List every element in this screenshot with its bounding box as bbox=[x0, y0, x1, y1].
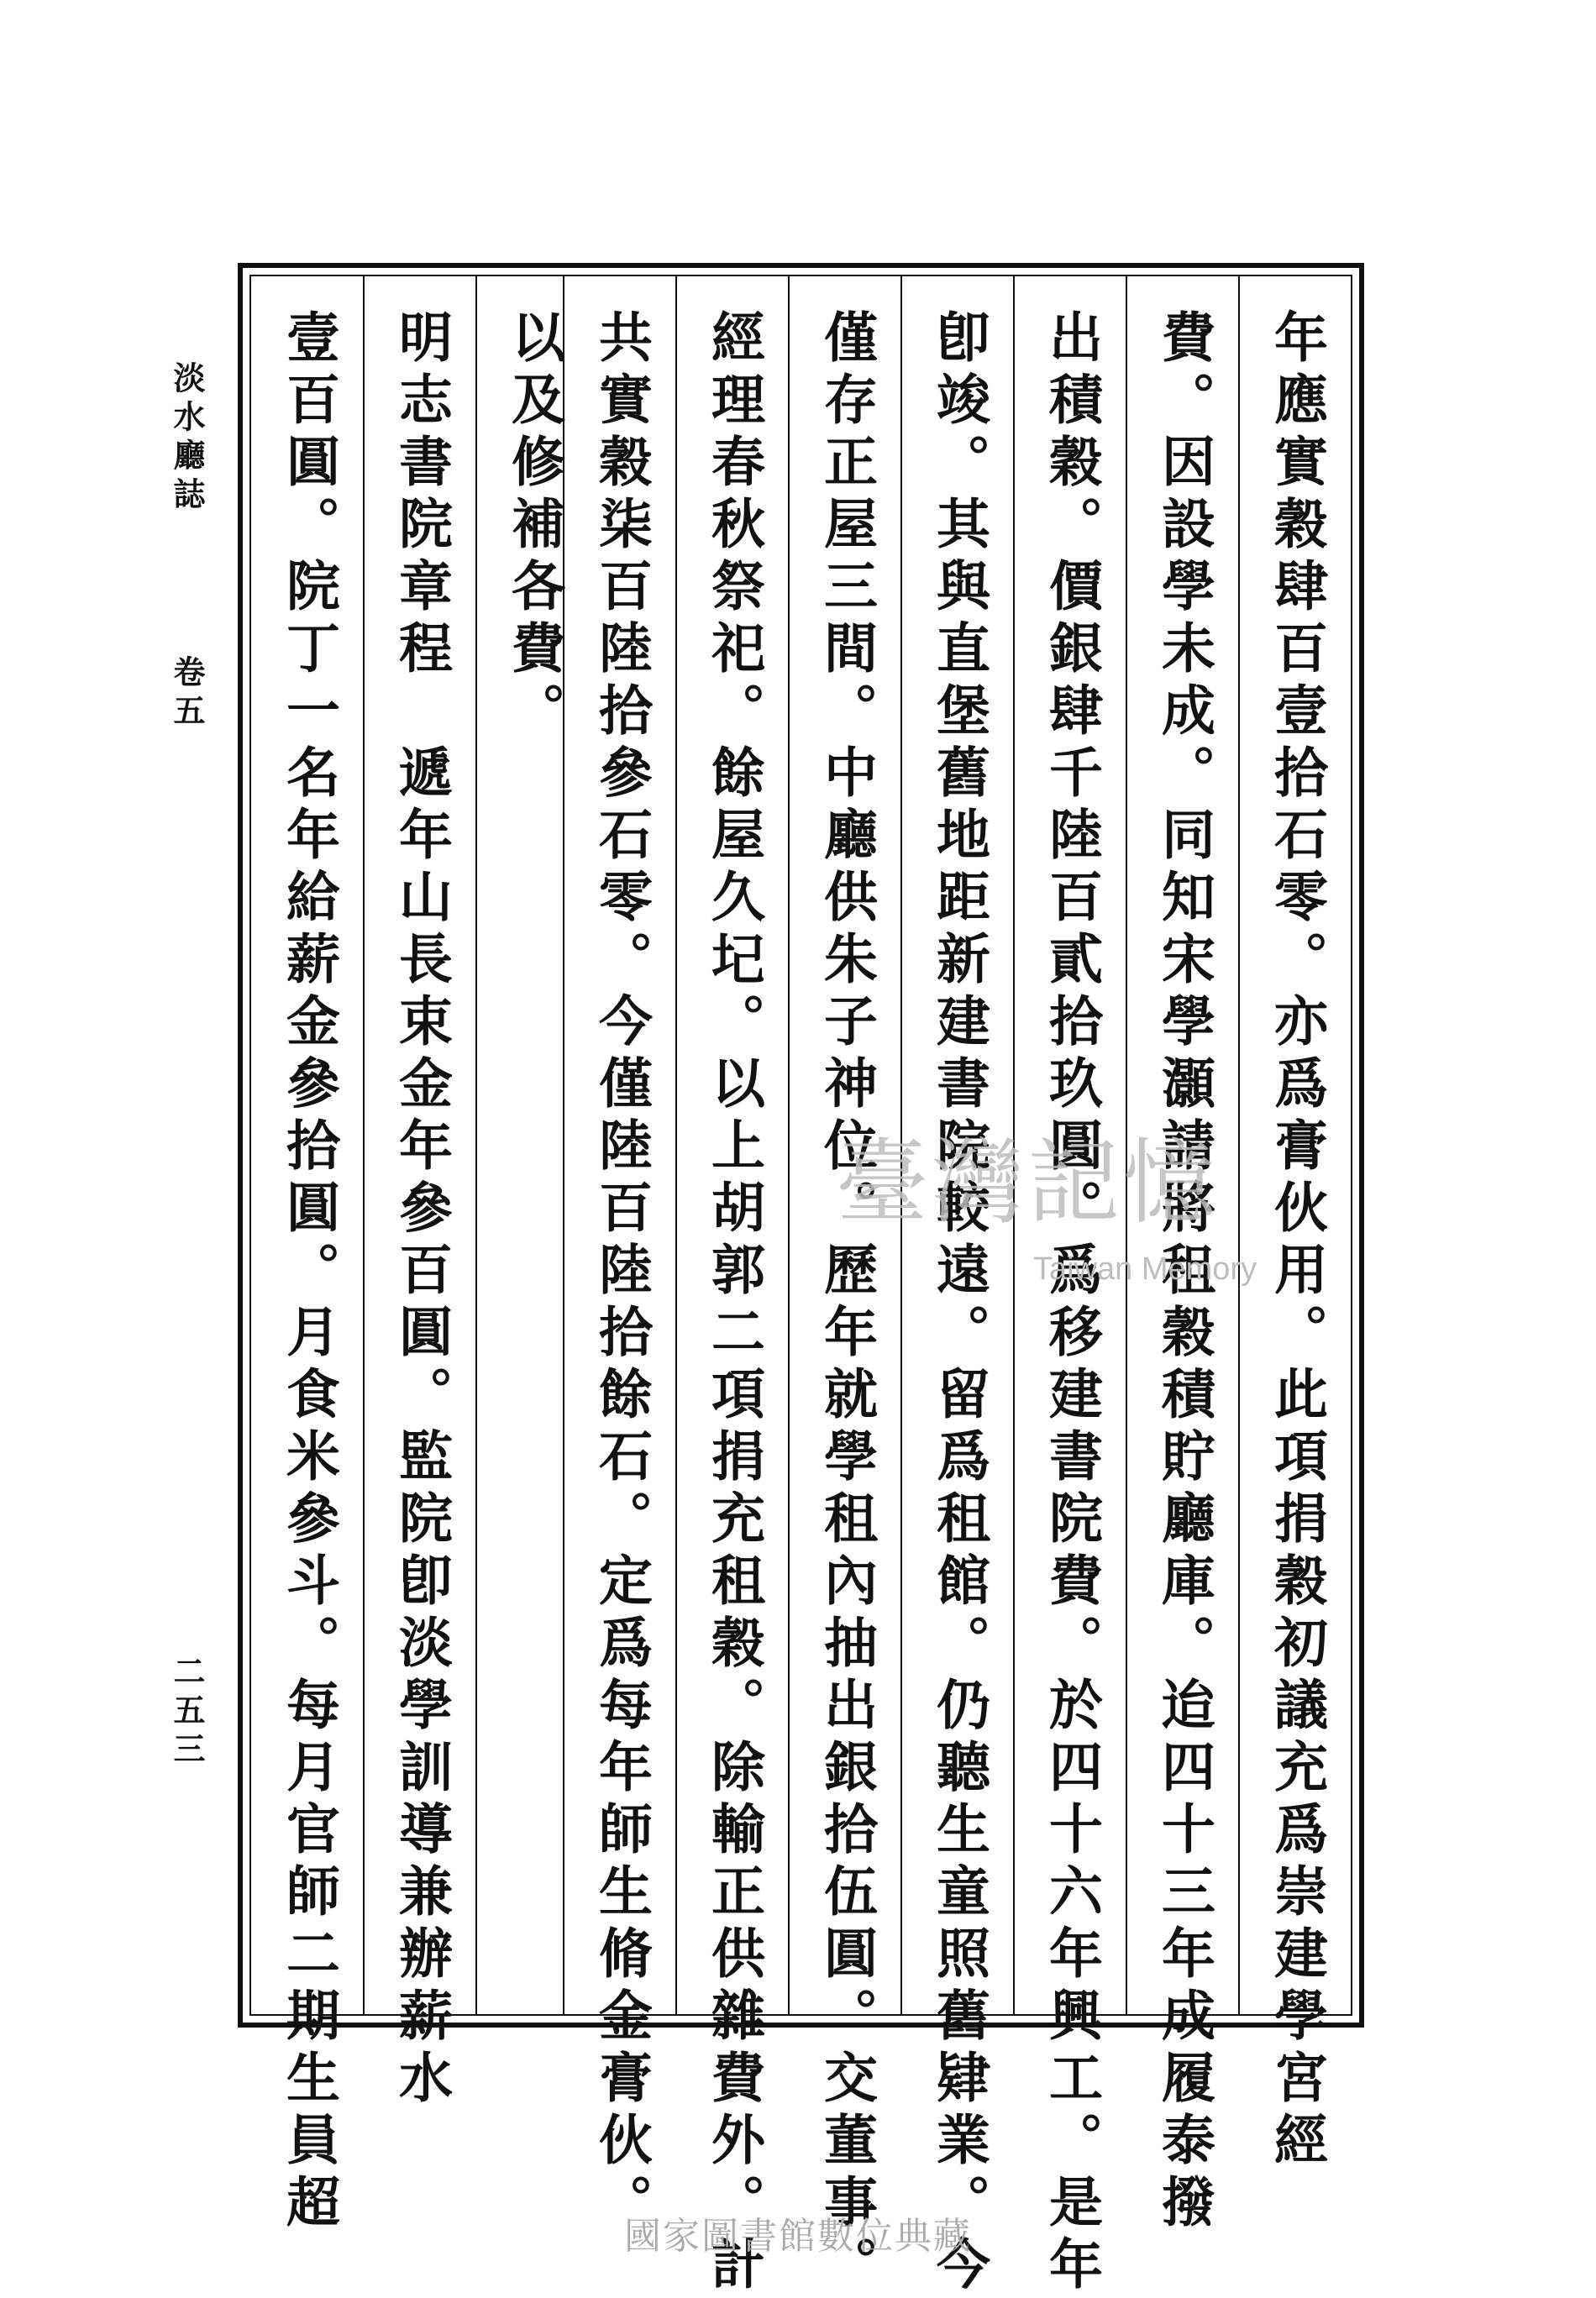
text-column-10: 壹百圓。院丁一名年給薪金參拾圓。月食米參斗。每月官師二期生員超 bbox=[277, 309, 340, 2236]
column-rule bbox=[1238, 276, 1240, 2014]
column-rule bbox=[363, 276, 365, 2014]
column-rule bbox=[675, 276, 677, 2014]
text-column-2: 費。因設學未成。同知宋學灝請將租穀積貯廳庫。迨四十三年成履泰撥 bbox=[1152, 309, 1215, 2236]
text-column-3: 出積穀。價銀肆千陸百貳拾玖圓。爲移建書院費。於四十六年興工。是年 bbox=[1040, 309, 1103, 2298]
footer-credit: 國家圖書館數位典藏 bbox=[624, 2215, 972, 2258]
margin-volume: 卷五 bbox=[168, 655, 206, 732]
column-rule bbox=[788, 276, 790, 2014]
text-column-6: 經理春秋祭祀。餘屋久圮。以上胡郭二項捐充租穀。除輸正供雜費外。計 bbox=[702, 309, 765, 2298]
column-rule bbox=[475, 276, 477, 2014]
text-column-9: 明志書院章程 遞年山長束金年參百圓。監院卽淡學訓導兼辦薪水 bbox=[390, 309, 453, 2112]
watermark-subtext: Taiwan Memory bbox=[1033, 1251, 1257, 1287]
margin-title: 淡水廳誌 bbox=[168, 361, 206, 516]
text-column-5: 僅存正屋三間。中廳供朱子神位。歷年就學租內抽出銀拾伍圓。交董事。 bbox=[815, 309, 878, 2298]
margin-page-number: 二五三 bbox=[168, 1655, 206, 1771]
watermark-logo: 臺灣記憶 bbox=[836, 1129, 1219, 1236]
text-column-7: 共實穀柒百陸拾參石零。今僅陸百陸拾餘石。定爲每年師生脩金膏伙。 bbox=[590, 309, 653, 2236]
text-column-1: 年應實穀肆百壹拾石零。亦爲膏伙用。此項捐穀初議充爲崇建學宮經 bbox=[1265, 309, 1328, 2174]
text-column-4: 卽竣。其與直堡舊地距新建書院較遠。留爲租館。仍聽生童照舊肄業。今 bbox=[927, 309, 990, 2298]
text-column-8: 以及修補各費。 bbox=[502, 309, 565, 744]
